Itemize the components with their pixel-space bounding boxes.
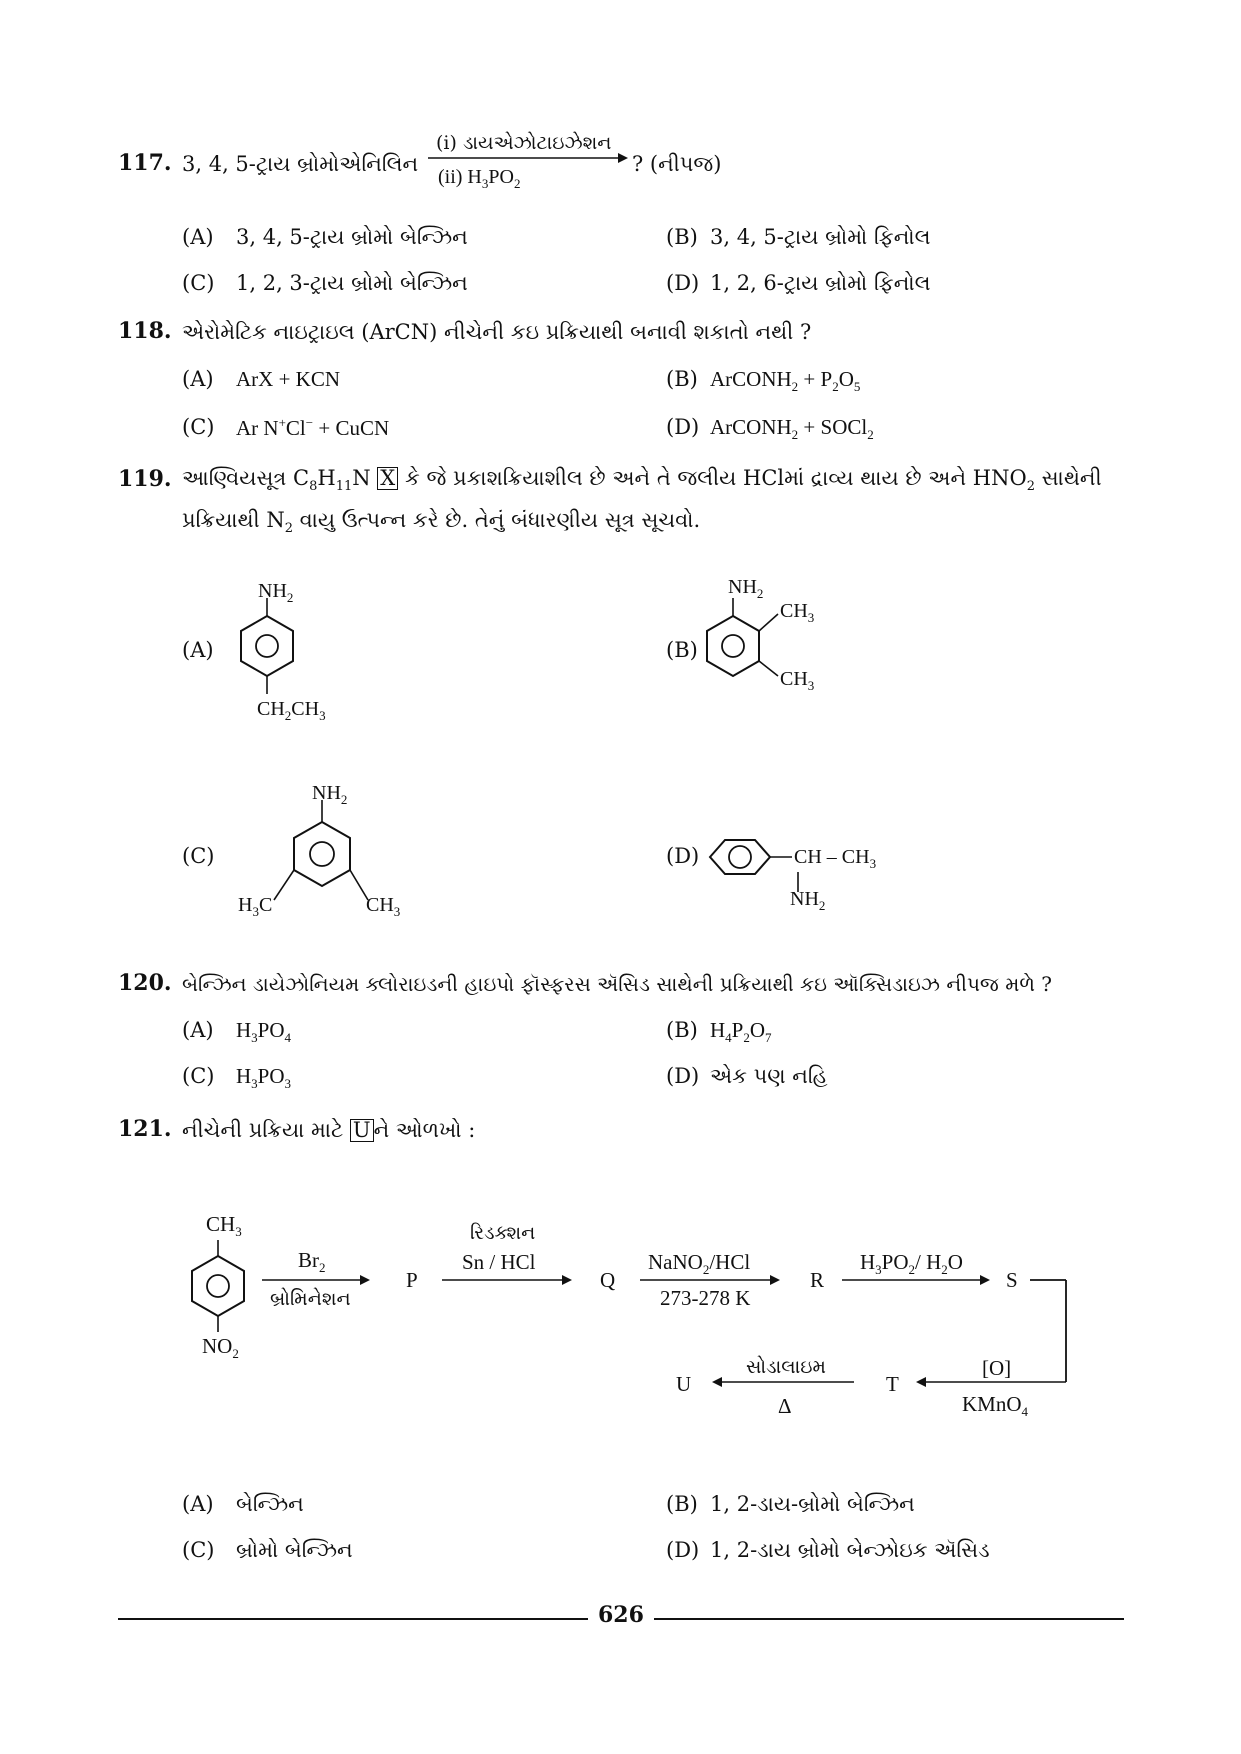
intermediate-q: Q	[600, 1268, 616, 1292]
option-a: 3, 4, 5-ટ્રાય બ્રોમો બેન્ઝિન	[236, 225, 468, 249]
reagent-nano2-hcl: NaNO$_2$/HCl	[648, 1250, 751, 1278]
reaction-arrow	[428, 150, 628, 166]
option-label: (D)	[666, 271, 700, 295]
amino-group: $NH_2$	[258, 580, 294, 605]
heat-symbol: Δ	[778, 1394, 792, 1418]
amino-group: $NH_2$	[728, 576, 764, 601]
option-b: ArCONH$_2$ + $P_2O_5$	[710, 367, 861, 395]
option-label: (A)	[182, 638, 214, 662]
option-c: Ar N+Cl− + CuCN	[236, 415, 390, 440]
intermediate-t: T	[886, 1372, 899, 1396]
question-text: બેન્ઝિન ડાયેઝોનિયમ ક્લોરાઇડની હાઇપો ફૉસ્ફરસ ઍસિડ સાથેની પ્રક્રિયાથી કઇ ઑક્સિડાઇઝ નીપજ મળે ?	[182, 972, 1053, 996]
intermediate-p: P	[406, 1268, 418, 1292]
option-b: $H_4P_2O_7$	[710, 1018, 772, 1046]
option-a: ArX + KCN	[236, 367, 341, 391]
methyl-group: $CH_3$	[780, 600, 815, 625]
page-number: 626	[598, 1602, 644, 1628]
temperature: 273-278 K	[660, 1286, 751, 1310]
reagent-br2: $Br_2$	[298, 1248, 326, 1276]
option-label: (C)	[182, 1064, 215, 1088]
question-number: 119.	[118, 466, 172, 492]
structure-b-2-3-dimethylaniline	[700, 576, 840, 706]
question-number: 118.	[118, 318, 172, 344]
question-text: નીચેની પ્રક્રિયા માટે U ને ઓળખો :	[182, 1118, 476, 1142]
option-label: (A)	[182, 367, 214, 391]
nitro-group: $NO_2$	[202, 1334, 239, 1362]
reagent-kmno4: KMnO$_4$	[962, 1392, 1029, 1420]
option-label: (B)	[666, 1018, 698, 1042]
reaction-condition-above: (i) ડાયએઝોટાઇઝેશન	[436, 132, 612, 154]
option-b: 3, 4, 5-ટ્રાય બ્રોમો ફિનોલ	[710, 225, 931, 249]
boxed-label: X	[377, 467, 398, 490]
footer-rule-left	[118, 1618, 588, 1620]
option-label: (C)	[182, 844, 215, 868]
option-c: $H_3PO_3$	[236, 1064, 292, 1092]
question-number: 120.	[118, 970, 172, 996]
reaction-condition-below: (ii) $H_3PO_2$	[438, 166, 521, 191]
ethyl-group: $CH_2CH_3$	[257, 698, 326, 723]
option-label: (D)	[666, 844, 700, 868]
option-d: 1, 2-ડાય બ્રોમો બેન્ઝોઇક ઍસિડ	[710, 1538, 990, 1562]
reduction-label: રિડક્શન	[470, 1222, 536, 1244]
reactant: 3, 4, 5-ટ્રાય બ્રોમોએનિલિન	[182, 152, 419, 176]
option-label: (C)	[182, 271, 215, 295]
question-text: આણ્વિયસૂત્ર $C_8H_{11}N$ X કે જે પ્રકાશક્રિયાશીલ છે અને તે જલીય HClમાં દ્રાવ્ય થાય છે અને $HNO_2$ સાથેની	[182, 466, 1102, 495]
reagent-h3po2-h2o: $H_3PO_2/$ $H_2O$	[860, 1250, 963, 1278]
question-text-line2: પ્રક્રિયાથી $N_2$ વાયુ ઉત્પન્ન કરે છે. તેનું બંધારણીય સૂત્ર સૂચવો.	[182, 508, 701, 537]
intermediate-r: R	[810, 1268, 825, 1292]
option-label: (A)	[182, 225, 214, 249]
option-label: (A)	[182, 1492, 214, 1516]
option-label: (C)	[182, 1538, 215, 1562]
option-label: (C)	[182, 415, 215, 439]
option-c: 1, 2, 3-ટ્રાય બ્રોમો બેન્ઝિન	[236, 271, 468, 295]
option-label: (D)	[666, 1538, 700, 1562]
option-a: $H_3PO_4$	[236, 1018, 292, 1046]
boxed-label: U	[350, 1119, 374, 1142]
product: ? (નીપજ)	[632, 152, 722, 176]
side-chain: CH – $CH_3$	[794, 846, 877, 871]
methyl-group: $CH_3$	[206, 1212, 242, 1240]
option-label: (B)	[666, 638, 698, 662]
option-label: (B)	[666, 367, 698, 391]
question-number: 117.	[118, 150, 172, 176]
option-c: બ્રોમો બેન્ઝિન	[236, 1538, 353, 1562]
option-label: (B)	[666, 225, 698, 249]
methyl-group: $CH_3$	[366, 894, 401, 919]
oxidation-label: [O]	[982, 1356, 1012, 1380]
option-d: એક પણ નહિ	[710, 1064, 828, 1088]
intermediate-s: S	[1006, 1268, 1018, 1292]
reagent-sn-hcl: Sn / HCl	[462, 1250, 536, 1274]
option-label: (A)	[182, 1018, 214, 1042]
option-b: 1, 2-ડાય-બ્રોમો બેન્ઝિન	[710, 1492, 915, 1516]
option-a: બેન્ઝિન	[236, 1492, 304, 1516]
option-d: ArCONH$_2$ + SOCl$_2$	[710, 415, 874, 443]
question-number: 121.	[118, 1116, 172, 1142]
footer-rule-right	[654, 1618, 1124, 1620]
question-text: એરોમેટિક નાઇટ્રાઇલ (ArCN) નીચેની કઇ પ્રક્રિયાથી બનાવી શકાતો નથી ?	[182, 320, 812, 344]
option-label: (D)	[666, 415, 700, 439]
option-d: 1, 2, 6-ટ્રાય બ્રોમો ફિનોલ	[710, 271, 931, 295]
option-label: (D)	[666, 1064, 700, 1088]
amino-group: $NH_2$	[790, 888, 826, 913]
amino-group: $NH_2$	[312, 782, 348, 807]
option-label: (B)	[666, 1492, 698, 1516]
soda-lime-label: સોડાલાઇમ	[746, 1356, 826, 1378]
bromination-label: બ્રોમિનેશન	[270, 1288, 351, 1310]
methyl-group: $CH_3$	[780, 668, 815, 693]
product-u: U	[676, 1372, 692, 1396]
methyl-group: $H_3C$	[238, 894, 273, 919]
